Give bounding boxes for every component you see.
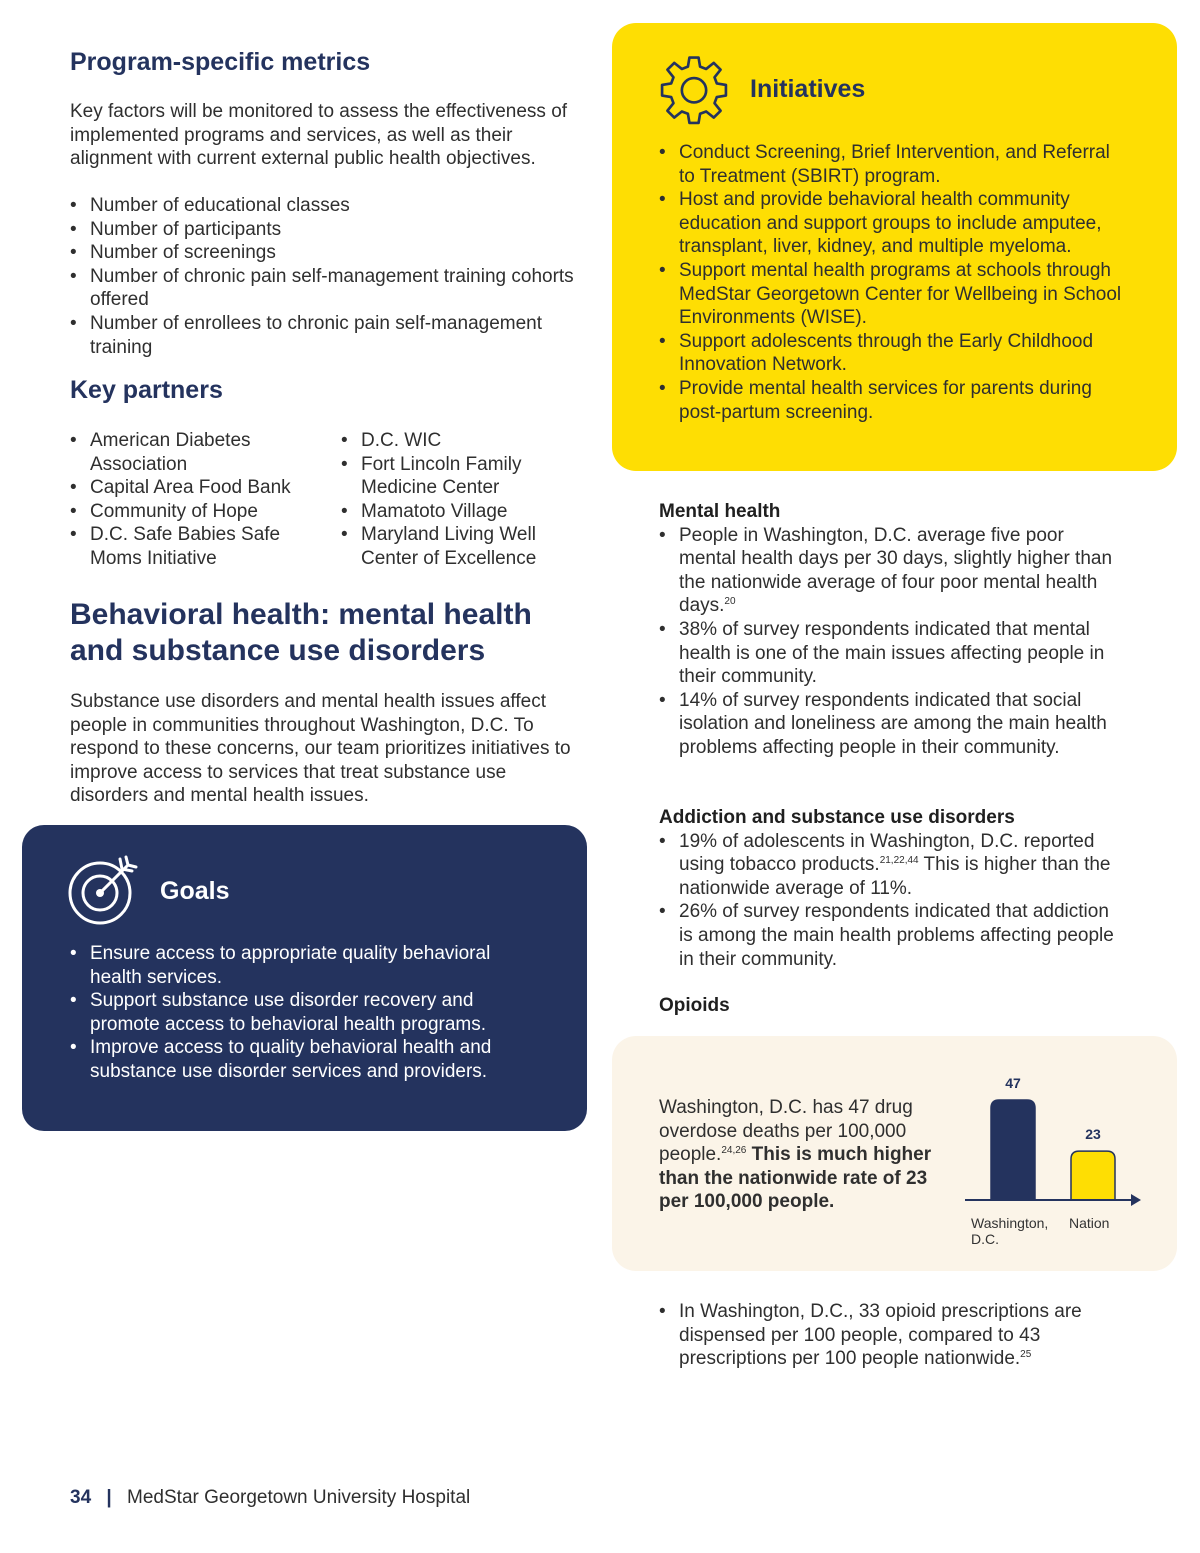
initiatives-list	[659, 141, 1129, 424]
opioids-card	[612, 1036, 1177, 1271]
bar-value-label: 23	[1085, 1126, 1101, 1143]
list-item: • Maryland Living Well Center of Excellence	[341, 523, 591, 570]
addiction-section	[659, 806, 1124, 971]
behavioral-heading	[70, 597, 590, 669]
list-item: • American Diabetes Association	[70, 429, 320, 476]
list-item: • D.C. WIC	[341, 429, 591, 453]
page-number: 34	[70, 1487, 92, 1508]
list-item: • 14% of survey respondents indicated that social isolation and loneliness are among the main health problems affecting people in their community.	[659, 689, 1124, 760]
list-item: • In Washington, D.C., 33 opioid prescriptions are dispensed per 100 people, compared to 43 prescriptions per 100 people nationwide.$^{25}$	[659, 1300, 1129, 1371]
behavioral-heading-line2: and substance use disorders	[70, 634, 486, 667]
metrics-list	[70, 194, 585, 359]
metrics-heading: Program-specific metrics	[70, 48, 371, 76]
list-item: • Conduct Screening, Brief Intervention, and Referral to Treatment (SBIRT) program.	[659, 141, 1129, 188]
mental-health-heading: Mental health	[659, 501, 781, 522]
list-item: • Number of screenings	[70, 241, 585, 265]
list-item: • 38% of survey respondents indicated that mental health is one of the main issues affecting people in their community.	[659, 618, 1124, 689]
addiction-list	[659, 830, 1124, 972]
mental-health-section	[659, 500, 1124, 760]
list-item: • Fort Lincoln Family Medicine Center	[341, 453, 591, 500]
list-item: • Ensure access to appropriate quality behavioral health services.	[70, 942, 530, 989]
partners-heading: Key partners	[70, 376, 223, 404]
addiction-heading: Addiction and substance use disorders	[659, 807, 1015, 828]
list-item: • Number of participants	[70, 218, 585, 242]
mental-health-list	[659, 524, 1124, 760]
list-item: • Support substance use disorder recovery and promote access to behavioral health programs.	[70, 989, 530, 1036]
bar-nation	[1071, 1151, 1115, 1200]
initiatives-card	[612, 23, 1177, 471]
goals-card	[22, 825, 587, 1131]
partners-list-col2	[341, 429, 591, 571]
list-item: • People in Washington, D.C. average five poor mental health days per 30 days, slightly higher than the nationwide average of four poor mental health days.$^{20}$	[659, 524, 1124, 618]
behavioral-heading-line1: Behavioral health: mental health	[70, 598, 532, 631]
list-item: • Number of educational classes	[70, 194, 585, 218]
axis-arrow-icon	[1131, 1194, 1141, 1206]
goals-list	[70, 942, 530, 1084]
list-item: • Support adolescents through the Early Childhood Innovation Network.	[659, 330, 1129, 377]
footer-org: MedStar Georgetown University Hospital	[127, 1487, 471, 1508]
list-item: • Mamatoto Village	[341, 500, 591, 524]
behavioral-intro: Substance use disorders and mental health issues affect people in communities throughout Washington, D.C. To respond to these concerns, our team prioritizes initiatives to improve access to services that treat substance use disorders and mental health issues.	[70, 691, 571, 807]
list-item: • Provide mental health services for parents during post-partum screening.	[659, 377, 1129, 424]
list-item: • Support mental health programs at schools through MedStar Georgetown Center for Wellbeing in School Environments (WISE).	[659, 259, 1129, 330]
list-item: • Improve access to quality behavioral health and substance use disorder services and providers.	[70, 1036, 530, 1083]
bar-value-label: 47	[1005, 1075, 1021, 1091]
list-item: • Number of chronic pain self-management training cohorts offered	[70, 265, 585, 312]
target-icon	[68, 855, 140, 927]
opioids-heading: Opioids	[659, 995, 730, 1016]
category-label: Nation	[1069, 1215, 1110, 1231]
opioids-list	[659, 1300, 1129, 1371]
list-item: • 26% of survey respondents indicated that addiction is among the main health problems affecting people in their community.	[659, 900, 1124, 971]
goals-title: Goals	[160, 877, 230, 905]
footer-separator: |	[106, 1487, 112, 1508]
list-item: • Capital Area Food Bank	[70, 476, 320, 500]
list-item: • D.C. Safe Babies Safe Moms Initiative	[70, 523, 320, 570]
overdose-bar-chart	[957, 1054, 1147, 1254]
list-item: • Number of enrollees to chronic pain self-management training	[70, 312, 585, 359]
page-footer	[70, 1487, 470, 1509]
category-label: Washington, D.C.	[971, 1215, 1049, 1247]
list-item: • Host and provide behavioral health community education and support groups to include amputee, transplant, liver, kidney, and multiple myeloma.	[659, 188, 1129, 259]
metrics-intro: Key factors will be monitored to assess the effectiveness of implemented programs and services, as well as their alignment with current external public health objectives.	[70, 101, 568, 170]
partners-list-col1	[70, 429, 320, 571]
list-item: • 19% of adolescents in Washington, D.C. reported using tobacco products.$^{21,22,44}$ This is higher than the nationwide average of 11%.	[659, 830, 1124, 901]
bar-washington-dc	[991, 1100, 1035, 1200]
list-item: • Community of Hope	[70, 500, 320, 524]
gear-icon	[656, 53, 732, 129]
initiatives-title: Initiatives	[750, 75, 866, 103]
opioids-text: Washington, D.C. has 47 drug overdose deaths per 100,000 people.$^{24,26}$ This is much higher than the nationwide rate of 23 per 100,000 people.	[659, 1097, 932, 1213]
